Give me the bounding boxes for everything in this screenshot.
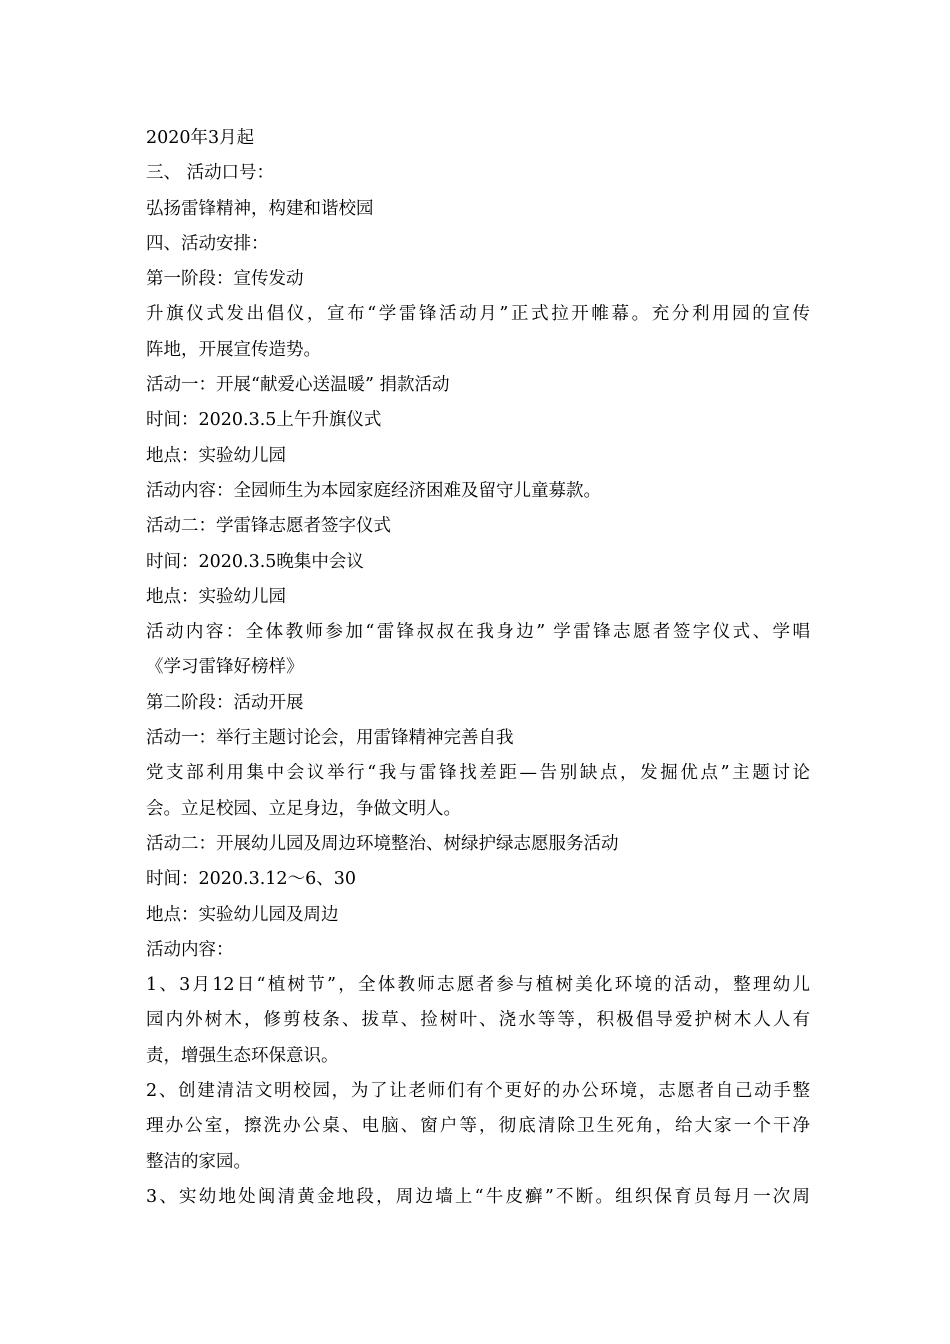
text-line: 1、3月12日“植树节”，全体教师志愿者参与植树美化环境的活动，整理幼儿 — [146, 975, 810, 996]
text-line: 活动内容：全园师生为本园家庭经济困难及留守儿童募款。 — [146, 480, 601, 501]
text-line: 活动内容： — [146, 939, 234, 960]
text-line: 时间：2020.3.5上午升旗仪式 — [146, 410, 382, 431]
activity-heading: 活动一：举行主题讨论会，用雷锋精神完善自我 — [146, 728, 514, 749]
activity-heading: 活动二：开展幼儿园及周边环境整治、树绿护绿志愿服务活动 — [146, 833, 619, 854]
text-line: 会。立足校园、立足身边，争做文明人。 — [146, 798, 461, 819]
document-body — [146, 121, 810, 1215]
text-line: 地点：实验幼儿园 — [146, 445, 286, 466]
text-line: 3、实幼地处闽清黄金地段，周边墙上“牛皮癣”不断。组织保育员每月一次周 — [146, 1186, 810, 1207]
text-line: 《学习雷锋好榜样》 — [146, 657, 304, 678]
activity-heading: 活动一：开展“献爱心送温暖” 捐款活动 — [146, 375, 450, 396]
text-line: 2、创建清洁文明校园，为了让老师们有个更好的办公环境，志愿者自己动手整 — [146, 1081, 810, 1102]
text-line: 弘扬雷锋精神，构建和谐校园 — [146, 198, 374, 219]
text-line: 时间：2020.3.5晚集中会议 — [146, 551, 364, 572]
stage-heading: 第一阶段：宣传发动 — [146, 269, 304, 290]
activity-heading: 活动二：学雷锋志愿者签字仪式 — [146, 516, 391, 537]
text-line: 理办公室，擦洗办公桌、电脑、窗户等，彻底清除卫生死角，给大家一个干净 — [146, 1116, 810, 1137]
text-line: 责，增强生态环保意识。 — [146, 1045, 339, 1066]
section-heading: 四、活动安排： — [146, 233, 269, 254]
text-line: 2020年3月起 — [146, 128, 255, 148]
text-line: 园内外树木，修剪枝条、拔草、捡树叶、浇水等等，积极倡导爱护树木人人有 — [146, 1010, 810, 1031]
text-line: 升旗仪式发出倡仪，宣布“学雷锋活动月”正式拉开帷幕。充分利用园的宣传 — [146, 304, 810, 325]
text-line: 党支部利用集中会议举行“我与雷锋找差距—告别缺点，发掘优点”主题讨论 — [146, 763, 810, 784]
text-line: 整洁的家园。 — [146, 1151, 251, 1172]
text-line: 活动内容：全体教师参加“雷锋叔叔在我身边” 学雷锋志愿者签字仪式、学唱 — [146, 622, 810, 643]
text-line: 地点：实验幼儿园及周边 — [146, 904, 339, 925]
section-heading: 三、 活动口号： — [146, 163, 275, 184]
text-line: 阵地，开展宣传造势。 — [146, 339, 321, 360]
text-line: 时间：2020.3.12～6、30 — [146, 869, 356, 890]
stage-heading: 第二阶段：活动开展 — [146, 692, 304, 713]
text-line: 地点：实验幼儿园 — [146, 586, 286, 607]
